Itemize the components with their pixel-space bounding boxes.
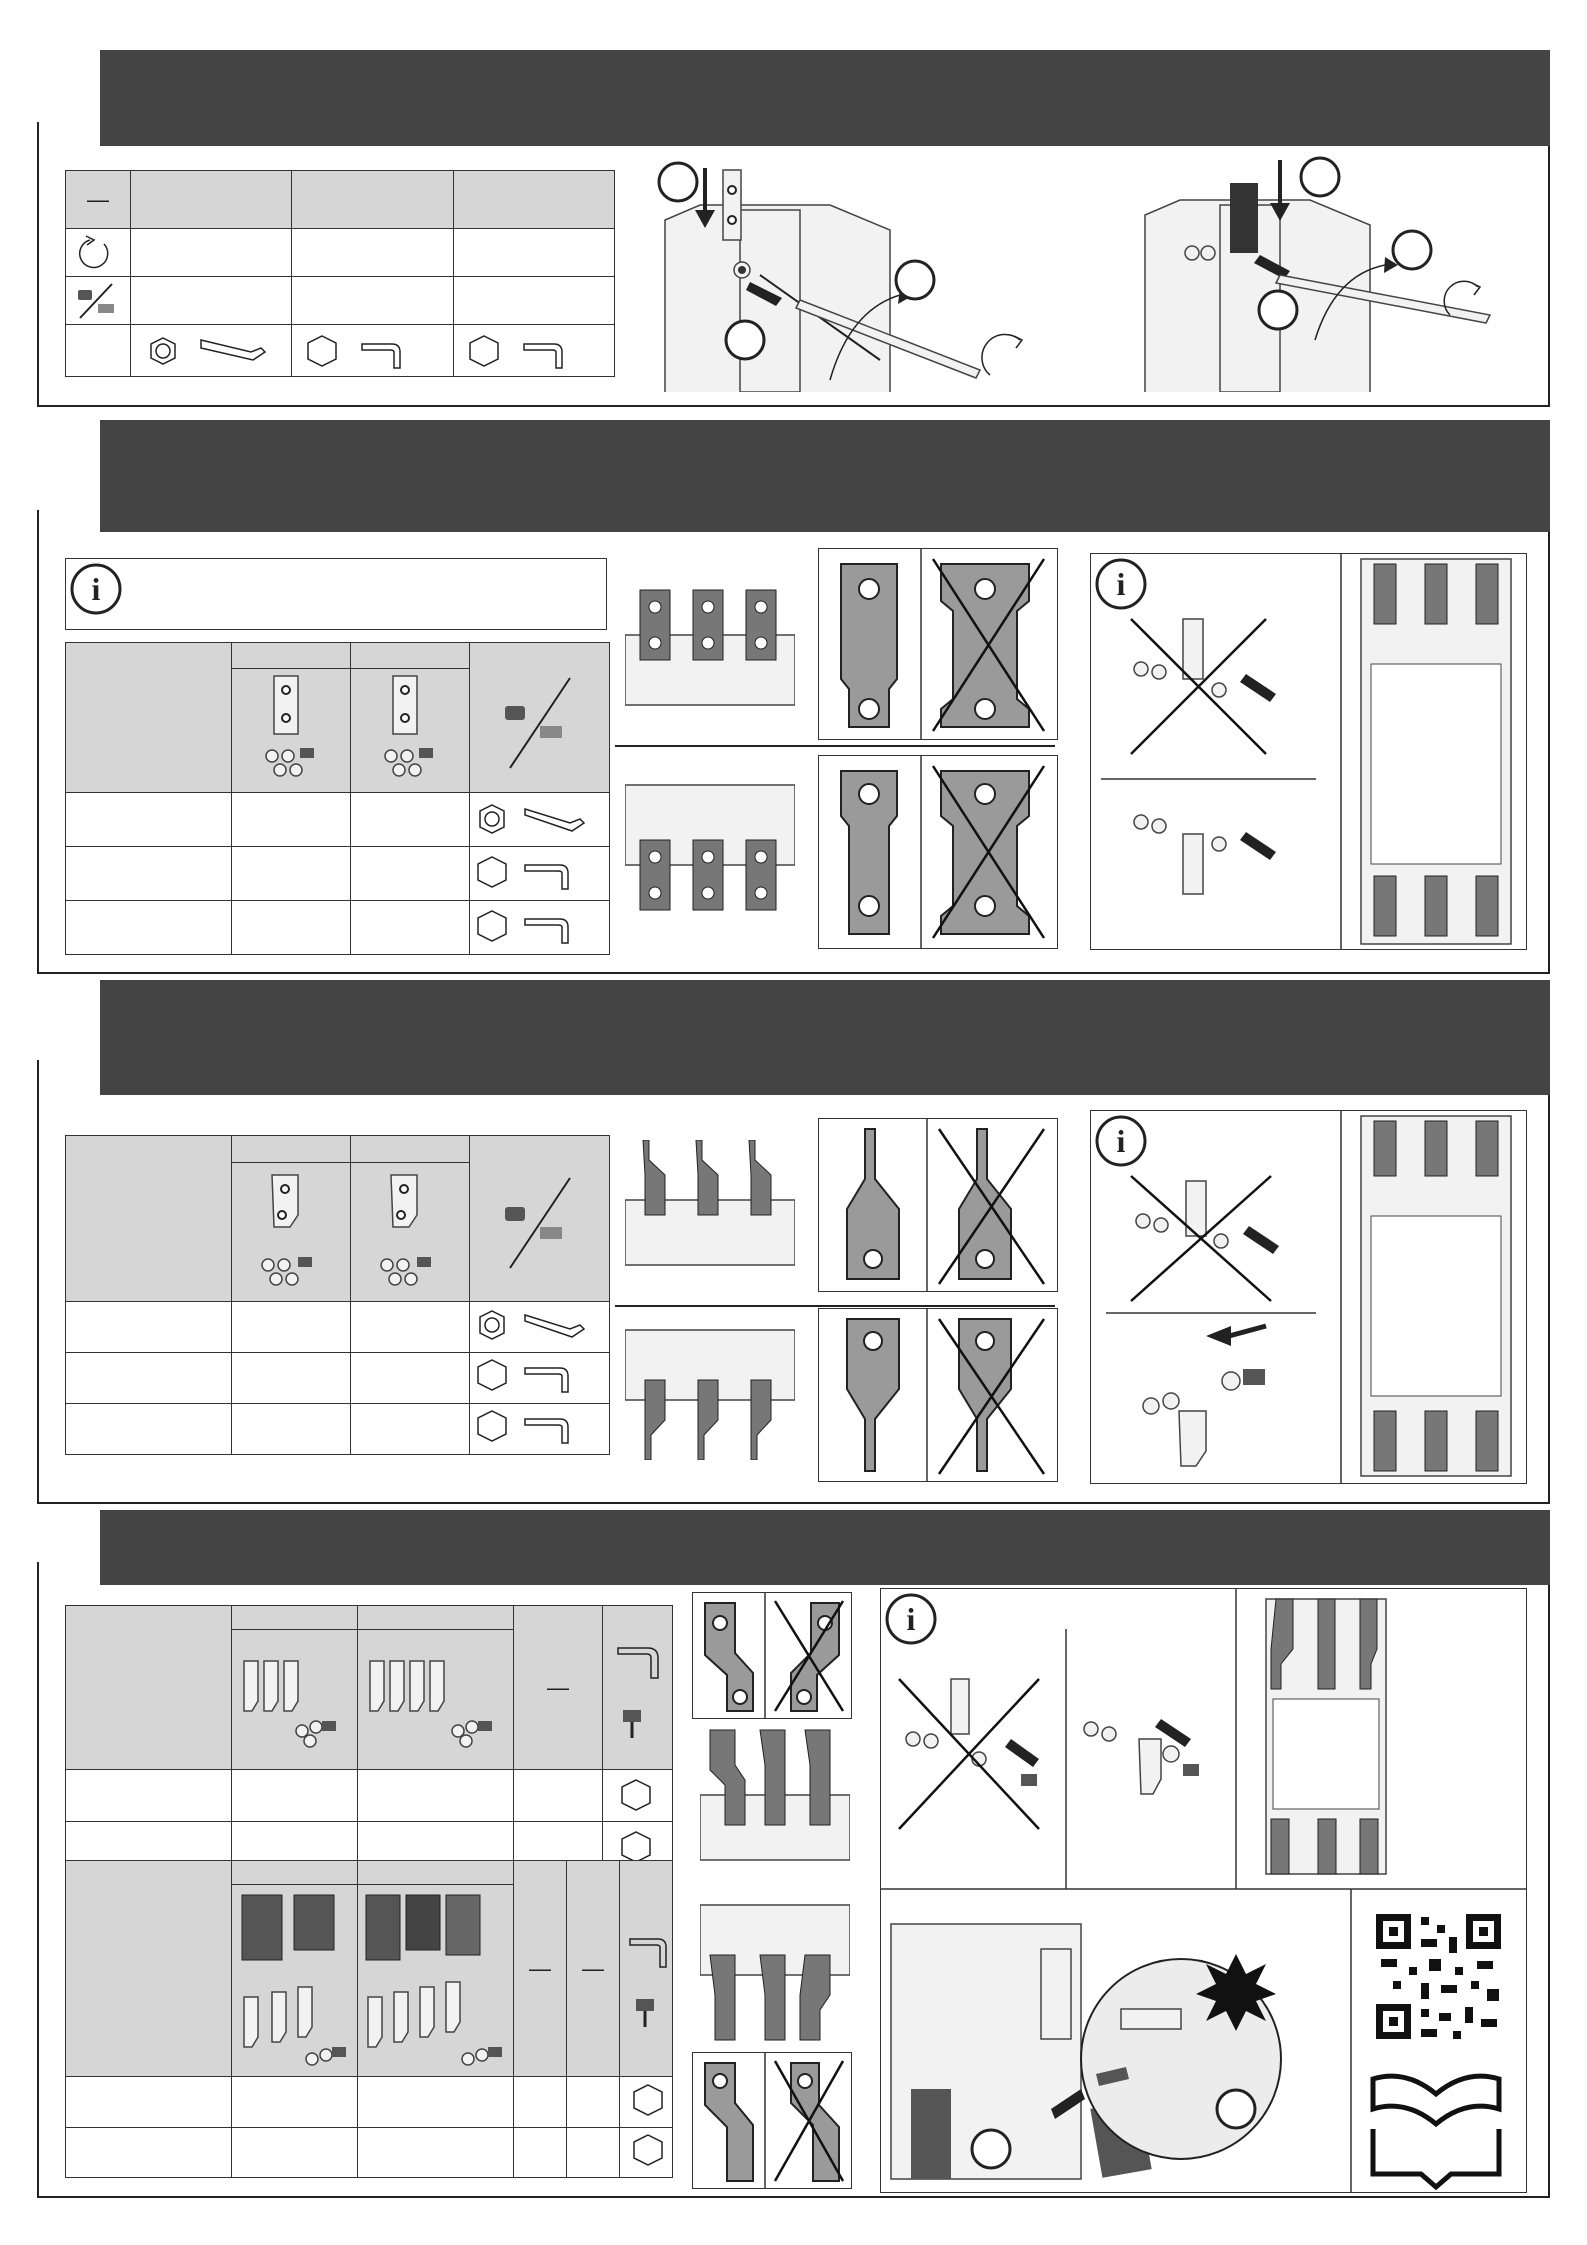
busbar-row-2 [66, 2127, 232, 2178]
busbar-kit-2 [351, 669, 470, 793]
section-3-mounting-panel [1090, 1110, 1527, 1484]
busbar-row-1 [66, 793, 232, 847]
section-1-torque-table [65, 170, 615, 377]
busbar-table-head-2 [351, 643, 470, 669]
section-3-correct-wrong-top [818, 1118, 1058, 1292]
section-2-frame-bottom [37, 972, 1550, 974]
busbar-table-head-1 [232, 643, 351, 669]
dash-label: — [87, 186, 109, 212]
section-4-frame-right [1548, 1585, 1550, 2198]
section-3-device-top [625, 1140, 795, 1275]
step-marker-3 [726, 321, 764, 359]
busbar-kit-1 [232, 1162, 351, 1301]
screw-size-2 [292, 277, 453, 325]
section-1-frame-right [1548, 146, 1550, 407]
busbar-row-2 [66, 847, 232, 901]
busbar-table-head-1 [232, 1861, 358, 1885]
section-2-separator [615, 745, 1055, 747]
hex-key-icon [470, 1354, 600, 1402]
section-4-mounting-panel [880, 1588, 1527, 2193]
section-2-info-note [65, 558, 607, 630]
busbar-screw-cell [470, 643, 610, 793]
busbar-kit-2 [351, 1162, 470, 1301]
step-marker-8 [1217, 2090, 1255, 2128]
section-1-illustration-b [1130, 155, 1530, 392]
busbar-table-head-2 [358, 1861, 514, 1885]
section-3-frame-left [37, 1060, 39, 1503]
section-1-frame-bottom [37, 405, 1550, 407]
section-4-device-bottom [700, 1895, 850, 2045]
screw-icon [470, 1143, 610, 1293]
busbar-dash-cell-1 [514, 1861, 567, 2077]
torque-table-corner [66, 171, 131, 229]
section-2-device-top [625, 585, 795, 715]
busbar-table-head-2 [351, 1136, 470, 1163]
section-2-device-bottom [625, 775, 795, 915]
hex-key-icon [620, 2079, 676, 2125]
dash-label: — [582, 1955, 604, 1981]
section-4-frame-bottom [37, 2196, 1550, 2198]
section-3-busbar-table [65, 1135, 610, 1455]
section-4-frame-left [37, 1562, 39, 2197]
hex-key-icon [620, 1869, 678, 2069]
section-2-header [100, 420, 1550, 532]
section-3-frame-bottom [37, 1502, 1550, 1504]
torque-icon-cell [66, 229, 131, 277]
busbar-row-3 [66, 901, 232, 955]
step-marker-2 [896, 261, 934, 299]
screw-icon [470, 648, 610, 788]
busbar-table-corner [66, 643, 232, 793]
tool-hex-key-3 [453, 325, 614, 377]
section-3-header [100, 980, 1550, 1095]
section-2-busbar-table [65, 642, 610, 955]
screw-icon [66, 278, 128, 324]
torque-table-col-3 [453, 171, 614, 229]
hex-key-icon [470, 903, 600, 953]
section-1-header [100, 50, 1550, 146]
section-2-frame-left [37, 510, 39, 973]
busbar-row-1 [66, 1770, 232, 1822]
svg-text:i: i [1116, 1123, 1126, 1159]
busbar-row-2 [66, 1352, 232, 1403]
busbar-kit-2 [358, 1885, 514, 2077]
busbar-kit-2 [358, 1630, 514, 1770]
hex-key-icon [620, 2129, 676, 2175]
info-icon [66, 559, 136, 629]
busbar-row-1 [66, 2077, 232, 2127]
busbar-screw-cell [470, 1136, 610, 1302]
hex-key-icon [470, 1303, 600, 1351]
dash-label: — [547, 1674, 569, 1700]
svg-text:i: i [1116, 566, 1126, 602]
hex-key-icon [470, 849, 600, 899]
busbar-kit-1 [232, 1630, 358, 1770]
busbar-row-1 [66, 1301, 232, 1352]
section-4-correct-wrong-top [692, 1592, 852, 1719]
svg-text:i: i [91, 571, 101, 607]
step-marker-5 [1393, 231, 1431, 269]
manual-book-icon [1373, 2076, 1499, 2187]
hex-key-icon [131, 326, 294, 376]
step-marker-4 [1301, 158, 1339, 196]
svg-text:i: i [906, 1601, 916, 1637]
section-2-correct-wrong-top [818, 548, 1058, 740]
torque-table-col-2 [292, 171, 453, 229]
section-2-correct-wrong-bottom [818, 755, 1058, 949]
busbar-table-head-2 [358, 1606, 514, 1630]
torque-arrow-icon [66, 230, 128, 276]
section-4-busbar-table-b [65, 1860, 673, 2178]
step-marker-1 [659, 163, 697, 201]
section-2-frame-right [1548, 532, 1550, 973]
tool-icon-cell [66, 325, 131, 377]
section-1-frame-left [37, 122, 39, 407]
screw-size-1 [131, 277, 292, 325]
busbar-table-corner [66, 1606, 232, 1770]
section-3-frame-right [1548, 1095, 1550, 1503]
busbar-table-head-1 [232, 1136, 351, 1163]
screw-size-3 [453, 277, 614, 325]
section-4-busbar-table-a [65, 1605, 673, 1874]
qr-code-icon [1371, 1909, 1506, 2044]
busbar-kit-1 [232, 1885, 358, 2077]
hex-key-icon [470, 1405, 600, 1453]
hex-key-icon [603, 1772, 669, 1820]
busbar-table-corner [66, 1136, 232, 1302]
busbar-kit-1 [232, 669, 351, 793]
dash-label: — [529, 1955, 551, 1981]
tool-hex-key-1 [131, 325, 292, 377]
torque-value-2 [292, 229, 453, 277]
section-3-device-bottom [625, 1320, 795, 1460]
busbar-table-head-1 [232, 1606, 358, 1630]
hex-key-icon [292, 326, 455, 376]
section-4-header [100, 1510, 1550, 1585]
torque-value-3 [453, 229, 614, 277]
torque-table-col-1 [131, 171, 292, 229]
busbar-key-cell [603, 1606, 673, 1770]
busbar-table-corner [66, 1861, 232, 2077]
screw-icon-cell [66, 277, 131, 325]
busbar-row-3 [66, 1403, 232, 1454]
hex-key-icon [470, 795, 600, 845]
section-4-device-top [700, 1725, 850, 1865]
step-marker-7 [972, 2130, 1010, 2168]
warning-starburst-icon [1196, 1954, 1276, 2031]
busbar-dash-cell-2 [567, 1861, 620, 2077]
step-marker-6 [1259, 291, 1297, 329]
section-2-mounting-panel [1090, 553, 1527, 950]
section-1-illustration-a [650, 160, 1060, 392]
tool-hex-key-2 [292, 325, 453, 377]
section-3-correct-wrong-bottom [818, 1308, 1058, 1482]
hex-key-icon [603, 1618, 673, 1758]
section-4-correct-wrong-bottom [692, 2052, 852, 2189]
section-3-separator [615, 1305, 1055, 1307]
busbar-key-cell [620, 1861, 673, 2077]
hex-key-icon [454, 326, 617, 376]
torque-value-1 [131, 229, 292, 277]
busbar-dash-cell [514, 1606, 603, 1770]
